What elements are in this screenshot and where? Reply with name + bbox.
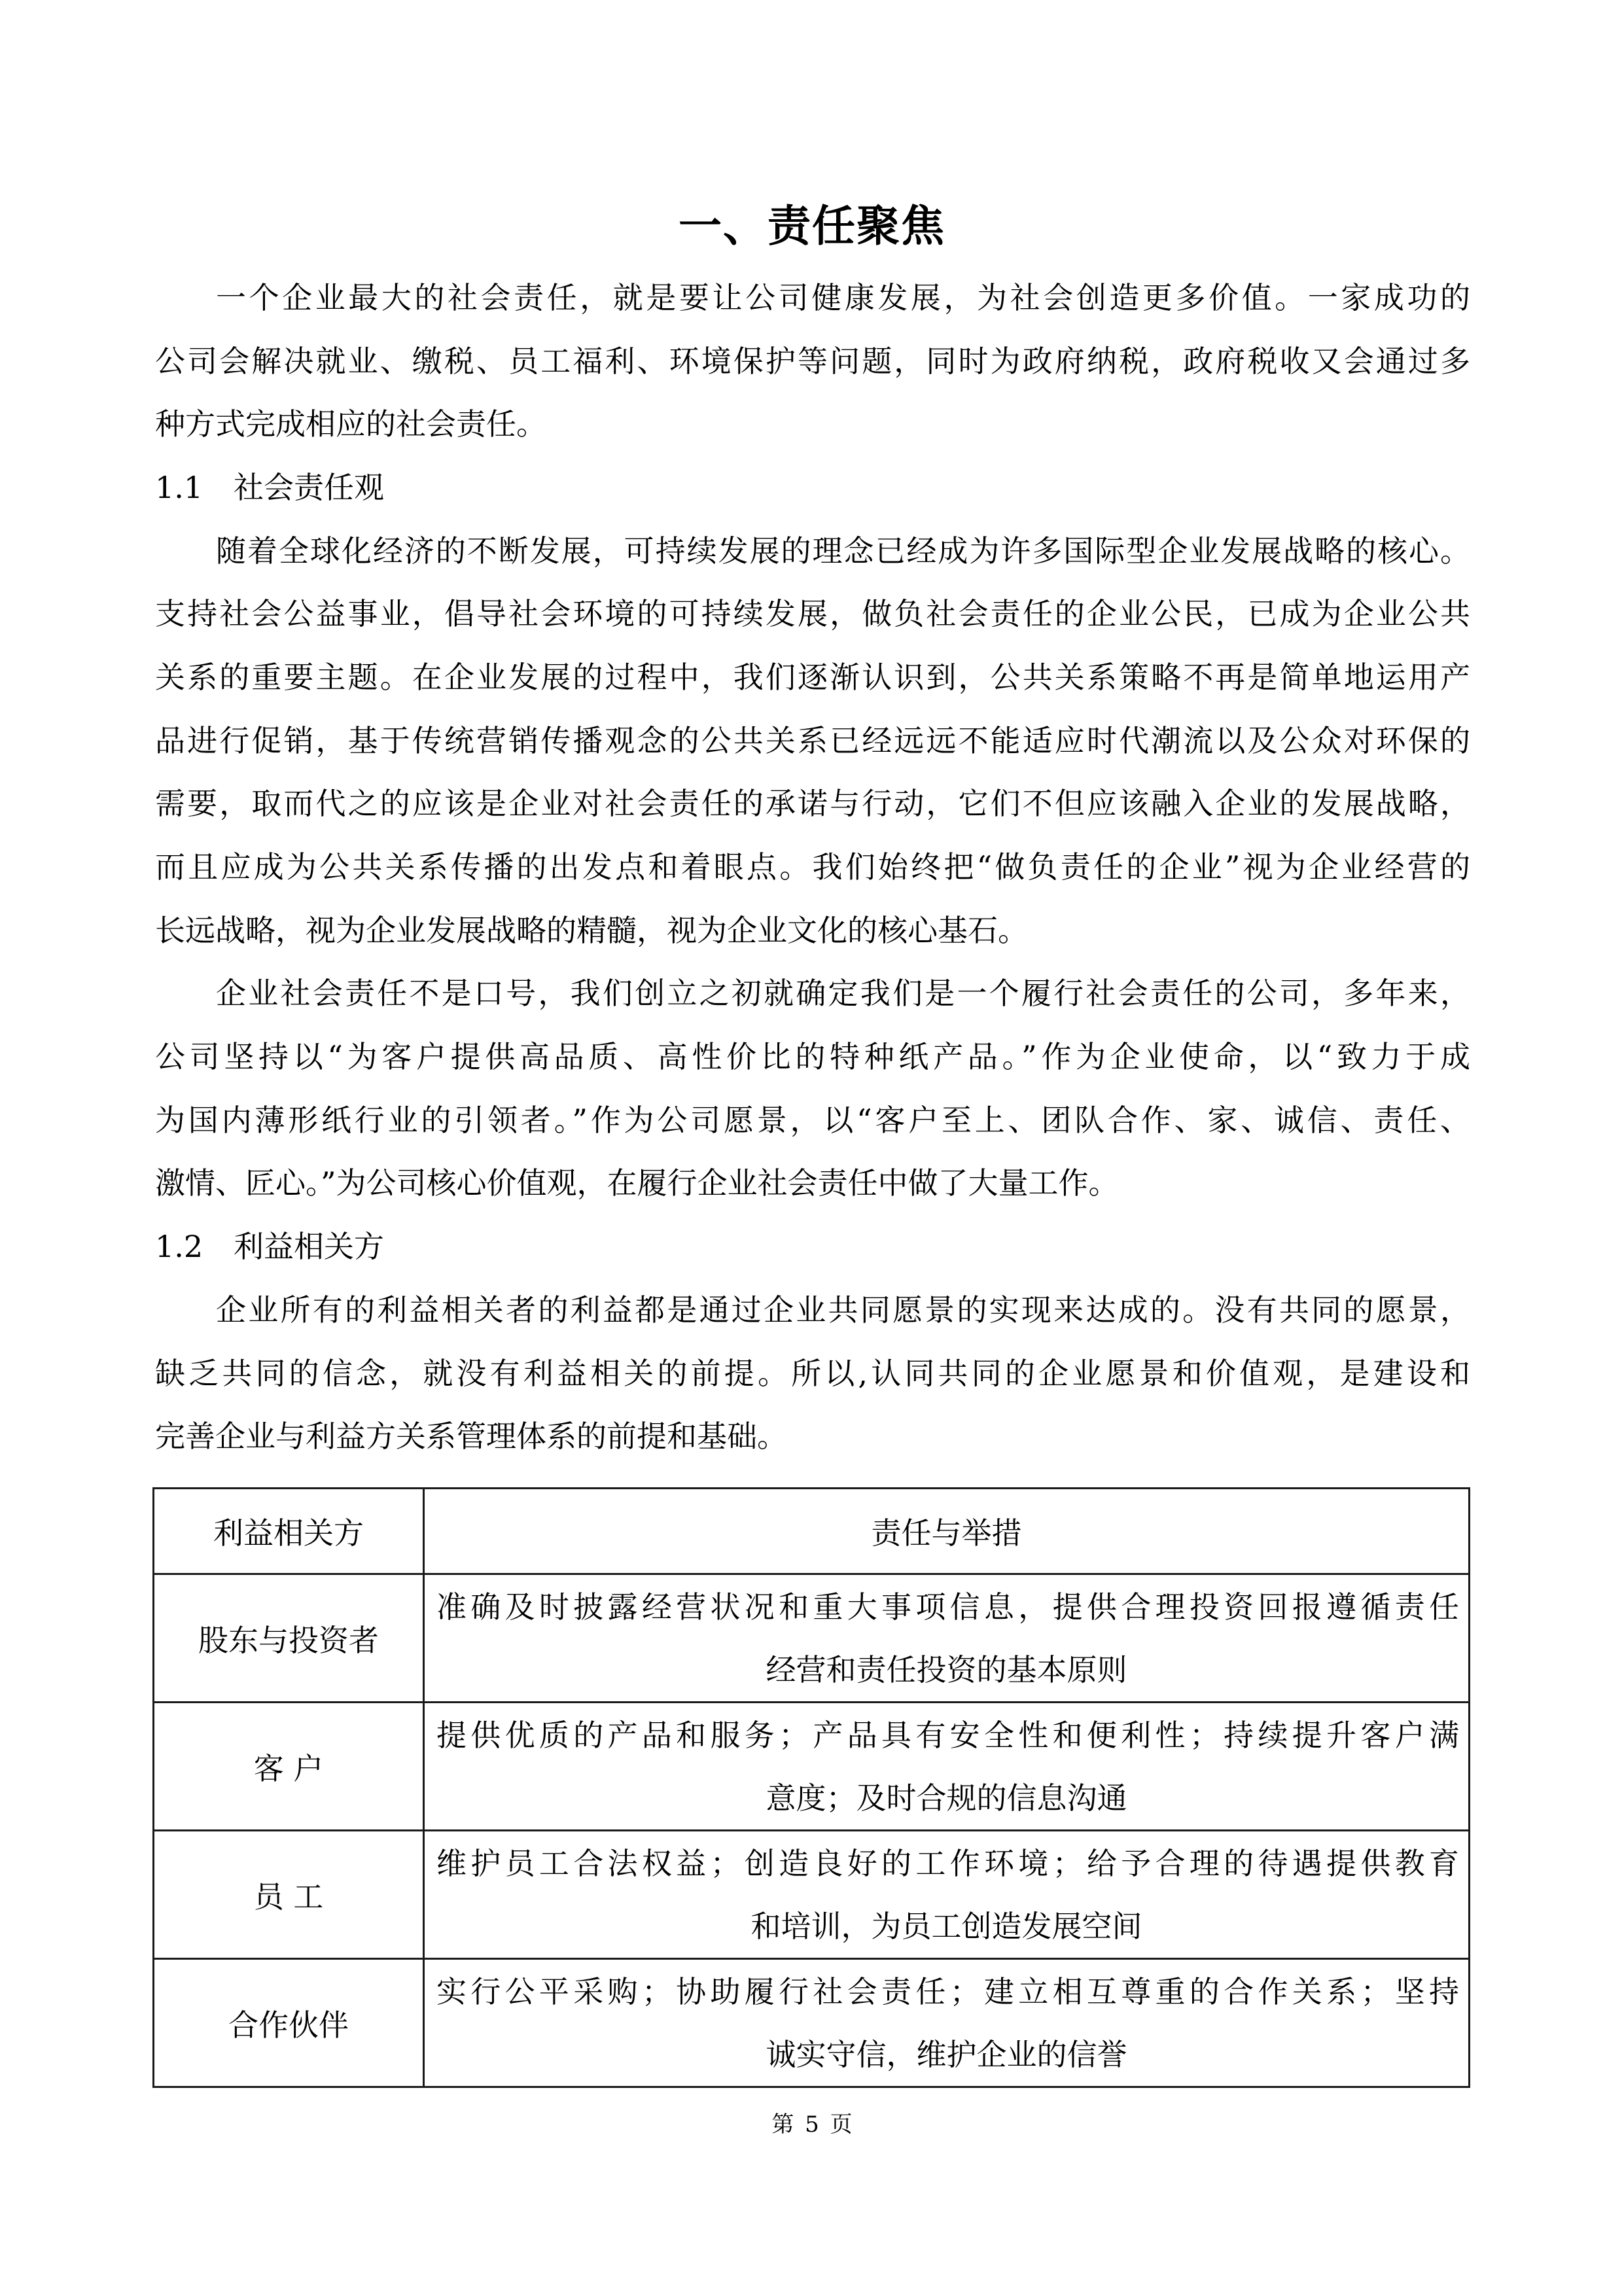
text-line: 品进行促销，基于传统营销传播观念的公共关系已经远远不能适应时代潮流以及公众对环保的	[155, 723, 1470, 758]
text-line: 一个企业最大的社会责任，就是要让公司健康发展，为社会创造更多价值。一家成功的	[216, 280, 1470, 315]
section-number: 1.2	[155, 1229, 203, 1264]
text-line: 而且应成为公共关系传播的出发点和着眼点。我们始终把“做负责任的企业”视为企业经营的	[155, 849, 1470, 885]
section-title: 利益相关方	[234, 1229, 384, 1264]
text-line: 企业社会责任不是口号，我们创立之初就确定我们是一个履行社会责任的公司，多年来，	[216, 976, 1470, 1011]
section-heading-1-1	[155, 456, 384, 519]
text-line: 公司会解决就业、缴税、员工福利、环境保护等问题，同时为政府纳税，政府税收又会通过多	[155, 344, 1470, 379]
stakeholder-cell: 股东与投资者	[154, 1574, 424, 1703]
text-line: 支持社会公益事业，倡导社会环境的可持续发展，做负社会责任的企业公民，已成为企业公共	[155, 596, 1470, 631]
table-header-row	[154, 1489, 1470, 1574]
page-number: 第 5 页	[771, 2111, 853, 2138]
table-row	[154, 1703, 1470, 1831]
text-line: 为国内薄形纸行业的引领者。”作为公司愿景，以“客户至上、团队合作、家、诚信、责任、	[155, 1103, 1470, 1138]
table-row	[154, 1574, 1470, 1703]
measures-cell	[424, 1959, 1470, 2087]
stakeholder-cell: 客 户	[154, 1703, 424, 1831]
stakeholder-cell: 员 工	[154, 1831, 424, 1959]
chapter-title: 一、责任聚焦	[679, 200, 945, 251]
table-row	[154, 1959, 1470, 2087]
measures-cell	[424, 1831, 1470, 1959]
text-line: 激情、匠心。”为公司核心价值观，在履行企业社会责任中做了大量工作。	[155, 1165, 1119, 1201]
text-line: 长远战略，视为企业发展战略的精髓，视为企业文化的核心基石。	[155, 913, 1028, 948]
text-line: 种方式完成相应的社会责任。	[155, 406, 546, 442]
text-line: 随着全球化经济的不断发展，可持续发展的理念已经成为许多国际型企业发展战略的核心。	[216, 533, 1470, 569]
measures-line: 意度；及时合规的信息沟通	[766, 1780, 1127, 1816]
section-heading-1-2	[155, 1215, 384, 1278]
measures-line: 实行公平采购；协助履行社会责任；建立相互尊重的合作关系；坚持	[436, 1973, 1459, 2009]
stakeholder-table	[152, 1487, 1470, 2088]
section-number: 1.1	[155, 470, 203, 505]
header-cell-stakeholder: 利益相关方	[154, 1489, 424, 1574]
text-line: 企业所有的利益相关者的利益都是通过企业共同愿景的实现来达成的。没有共同的愿景，	[216, 1292, 1470, 1328]
measures-line: 维护员工合法权益；创造良好的工作环境；给予合理的待遇提供教育	[436, 1845, 1459, 1881]
table-row	[154, 1831, 1470, 1959]
text-line: 需要，取而代之的应该是企业对社会责任的承诺与行动，它们不但应该融入企业的发展战略，	[155, 786, 1470, 821]
measures-cell	[424, 1703, 1470, 1831]
measures-line: 经营和责任投资的基本原则	[766, 1651, 1127, 1687]
text-line: 公司坚持以“为客户提供高品质、高性价比的特种纸产品。”作为企业使命，以“致力于成	[155, 1039, 1470, 1074]
text-line: 完善企业与利益方关系管理体系的前提和基础。	[155, 1419, 787, 1454]
measures-cell	[424, 1574, 1470, 1703]
measures-line: 和培训，为员工创造发展空间	[750, 1908, 1142, 1944]
text-line: 缺乏共同的信念，就没有利益相关的前提。所以,认同共同的企业愿景和价值观，是建设和	[155, 1356, 1470, 1391]
section-title: 社会责任观	[234, 470, 384, 505]
stakeholder-cell: 合作伙伴	[154, 1959, 424, 2087]
measures-line: 准确及时披露经营状况和重大事项信息，提供合理投资回报遵循责任	[436, 1589, 1459, 1625]
measures-line: 提供优质的产品和服务；产品具有安全性和便利性；持续提升客户满	[436, 1717, 1459, 1753]
measures-line: 诚实守信，维护企业的信誉	[766, 2036, 1127, 2072]
text-line: 关系的重要主题。在企业发展的过程中，我们逐渐认识到，公共关系策略不再是简单地运用产	[155, 660, 1470, 695]
header-cell-measures: 责任与举措	[424, 1489, 1470, 1574]
